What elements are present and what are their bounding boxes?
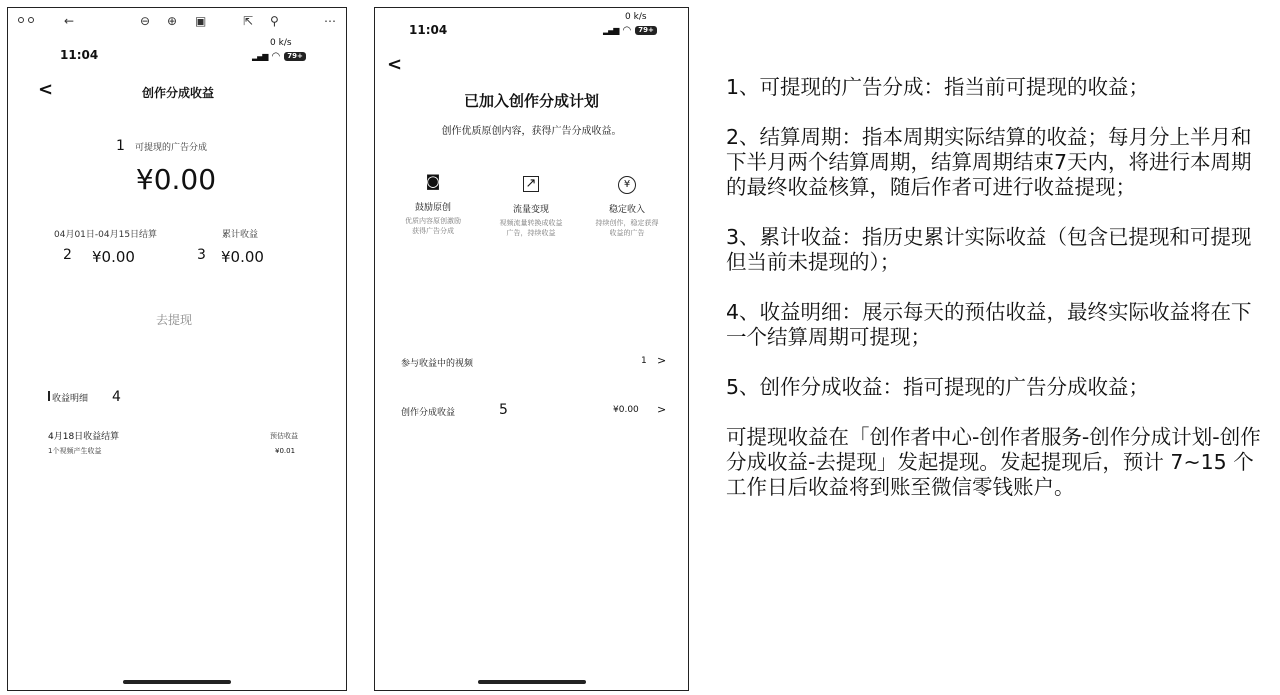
battery-icon: 79+ xyxy=(635,26,657,35)
feature-desc: 视频流量转换成收益 xyxy=(499,219,563,227)
more-icon[interactable]: ⋯ xyxy=(324,14,336,28)
net-speed xyxy=(625,12,647,22)
period-amount: ¥0.00 xyxy=(92,248,135,266)
feature-title: 流量变现 xyxy=(512,205,549,215)
details-header: 收益明细 xyxy=(52,394,89,404)
marker-3: 3 xyxy=(197,247,206,263)
detail-title[interactable]: 4月18日收益结算 xyxy=(48,432,120,442)
wifi-icon: ◠ xyxy=(271,51,281,62)
note-withdraw: 可提现收益在「创作者中心-创作者服务-创作分成计划-创作分成收益-去提现」发起提现。发起提现后，预计 7~15 个工作日后收益将到账至微信零钱账户。 xyxy=(726,425,1261,499)
feature-desc: 持续创作，稳定获得 xyxy=(595,219,659,227)
battery-icon: 79+ xyxy=(284,52,306,61)
row-value: 1 xyxy=(641,356,647,366)
note-2: 2、结算周期：指本周期实际结算的收益；每月分上半月和下半月两个结算周期，结算周期结束7天内，将进行本周期的最终收益核算，随后作者可进行收益提现； xyxy=(726,125,1252,199)
signal-icon: ▂▄▆ xyxy=(252,52,268,61)
detail-tag: 预估收益 xyxy=(270,432,298,440)
feature-desc: 收益的广告 xyxy=(609,229,645,237)
zoom-in-icon[interactable]: ⊕ xyxy=(167,14,178,28)
window-dots-icon[interactable] xyxy=(18,14,38,28)
yen-icon: ¥ xyxy=(618,176,636,194)
feature-desc: 获得广告分成 xyxy=(412,227,454,235)
back-button[interactable]: < xyxy=(38,79,54,100)
share-icon[interactable]: ⇱ xyxy=(243,14,254,28)
zoom-out-icon[interactable]: ⊖ xyxy=(140,14,151,28)
home-indicator[interactable] xyxy=(123,680,231,684)
row-value: ¥0.00 xyxy=(613,405,639,415)
status-icons xyxy=(252,51,306,62)
wifi-icon: ◠ xyxy=(622,25,632,36)
period-label: 04月01日-04月15日结算 xyxy=(54,230,158,240)
detail-sub: 1个视频产生收益 xyxy=(48,447,102,455)
home-indicator[interactable] xyxy=(478,680,586,684)
note-3: 3、累计收益：指历史累计实际收益（包含已提现和可提现但当前未提现的）； xyxy=(726,225,1252,274)
net-speed-unit: k/s xyxy=(278,38,292,48)
balance-label: 可提现的广告分成 xyxy=(135,143,208,153)
plan-title: 已加入创作分成计划 xyxy=(463,92,599,110)
camera-icon: ◙ xyxy=(425,172,441,190)
feature-title: 稳定收入 xyxy=(608,205,645,215)
net-speed-value: 0 xyxy=(270,38,276,48)
marker-1: 1 xyxy=(116,138,125,154)
row-label: 参与收益中的视频 xyxy=(401,359,474,369)
cumulative-label: 累计收益 xyxy=(222,230,259,240)
chart-icon: ↗ xyxy=(523,176,539,192)
detail-amount: ¥0.01 xyxy=(275,447,296,455)
page-title: 创作分成收益 xyxy=(141,86,214,100)
cumulative-amount: ¥0.00 xyxy=(221,248,264,266)
net-speed-unit: k/s xyxy=(633,12,647,22)
tools-icon[interactable]: ⚲ xyxy=(270,14,279,28)
section-bar xyxy=(48,391,50,401)
feature-desc: 优质内容原创激励 xyxy=(405,217,461,225)
chevron-right-icon: > xyxy=(657,354,667,367)
row-label: 创作分成收益 xyxy=(401,408,456,418)
note-5: 5、创作分成收益：指可提现的广告分成收益； xyxy=(726,375,1150,399)
net-speed xyxy=(270,38,292,48)
status-time: 11:04 xyxy=(60,48,99,62)
row-earnings[interactable] xyxy=(401,402,665,422)
feature-traffic xyxy=(483,172,579,238)
plan-subtitle: 创作优质原创内容，获得广告分成收益。 xyxy=(441,126,622,137)
withdraw-button[interactable]: 去提现 xyxy=(156,313,193,327)
explanation-notes xyxy=(726,75,1271,525)
phone-screen-plan xyxy=(374,7,689,691)
marker-4: 4 xyxy=(112,389,121,405)
marker-2: 2 xyxy=(63,247,72,263)
signal-icon: ▂▄▆ xyxy=(603,26,619,35)
net-speed-value: 0 xyxy=(625,12,631,22)
feature-desc: 广告，持续收益 xyxy=(506,229,556,237)
chevron-right-icon: > xyxy=(657,403,667,416)
tab-icon[interactable]: ▣ xyxy=(195,14,207,28)
status-time: 11:04 xyxy=(409,23,448,37)
note-4: 4、收益明细：展示每天的预估收益，最终实际收益将在下一个结算周期可提现； xyxy=(726,300,1252,349)
feature-income xyxy=(579,172,675,238)
back-arrow-icon[interactable]: ← xyxy=(64,14,75,28)
feature-title: 鼓励原创 xyxy=(414,203,451,213)
balance-amount: ¥0.00 xyxy=(135,163,217,196)
marker-5: 5 xyxy=(499,402,508,418)
back-button[interactable]: < xyxy=(387,54,403,75)
phone-screen-earnings xyxy=(7,7,347,691)
row-videos[interactable] xyxy=(401,354,665,374)
note-1: 1、可提现的广告分成：指当前可提现的收益； xyxy=(726,75,1150,99)
feature-original xyxy=(385,172,481,236)
status-icons xyxy=(603,25,657,36)
